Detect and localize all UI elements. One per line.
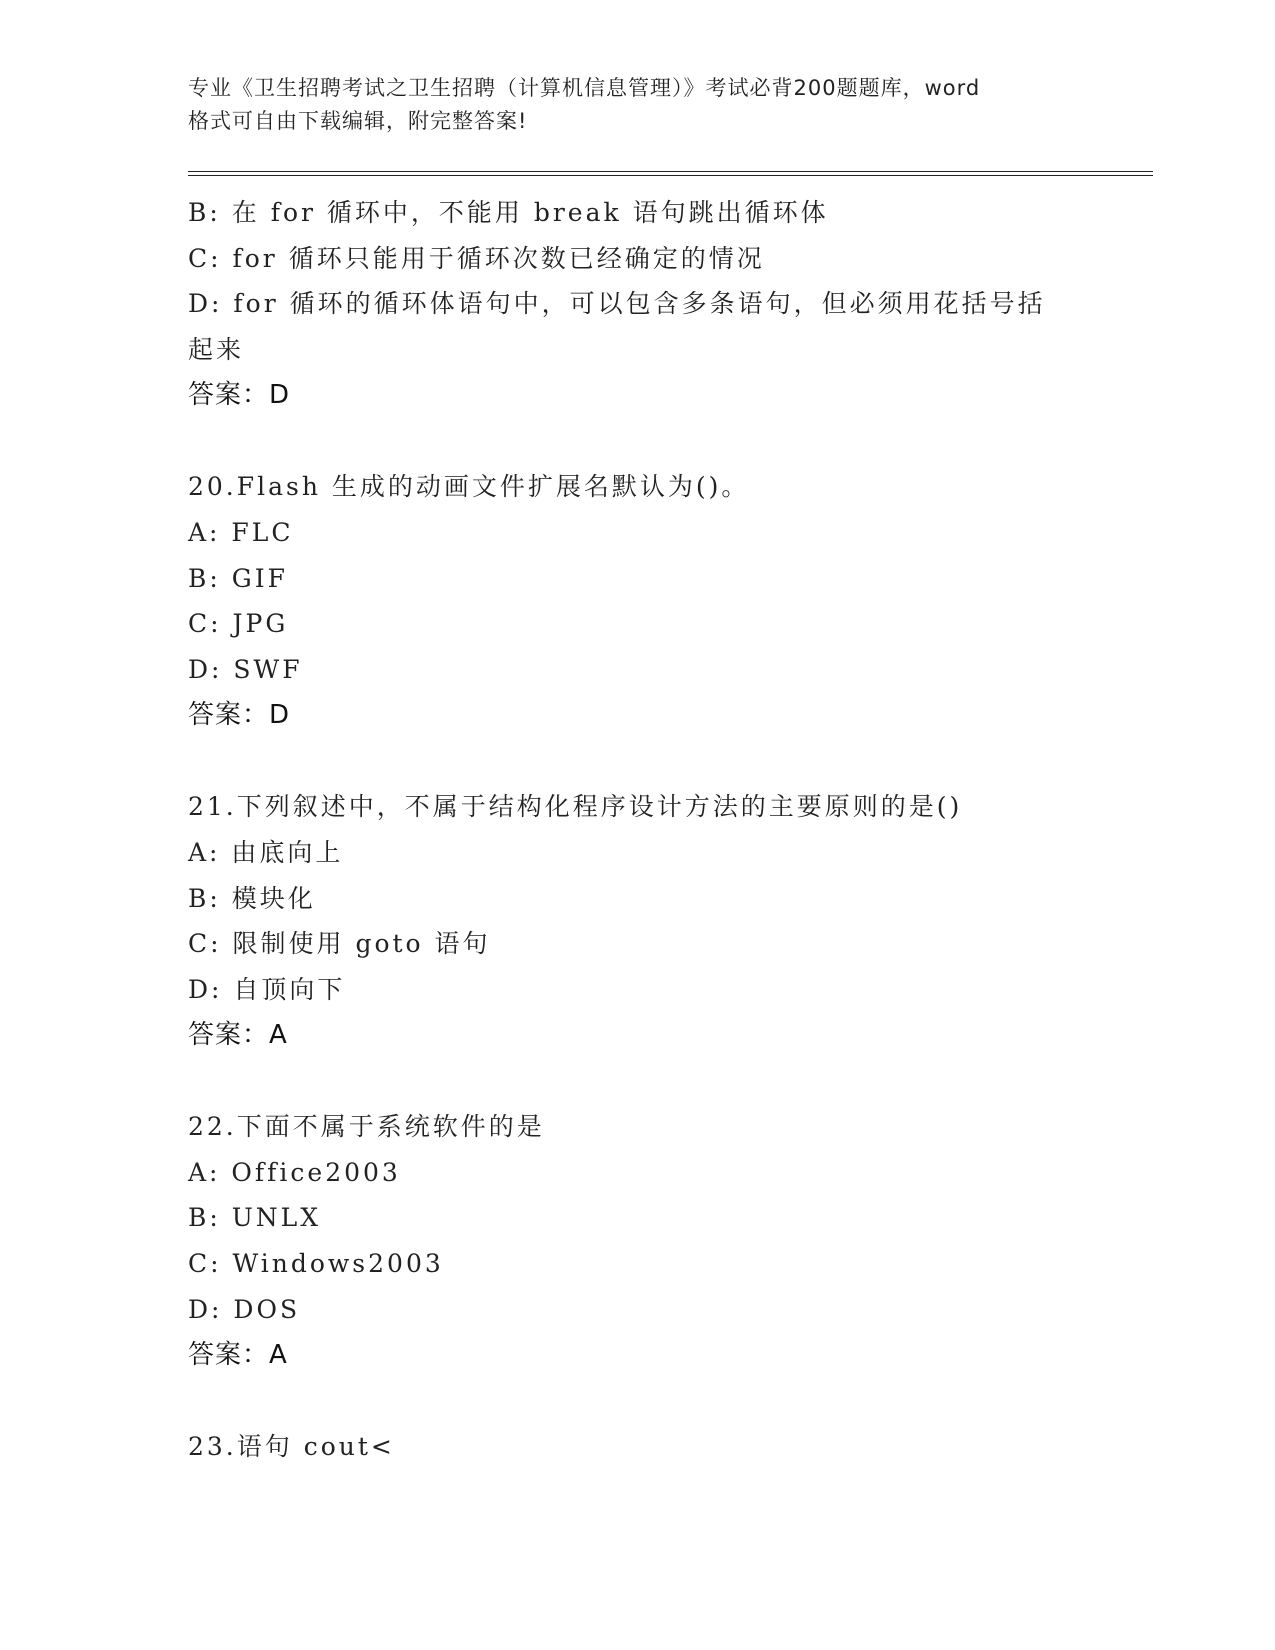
spacer [188, 1058, 1068, 1104]
option-b: B: UNLX [188, 1203, 322, 1233]
option-d-continued: 起来 [188, 335, 245, 365]
option-d: D: SWF [188, 655, 303, 685]
option-c: C: for 循环只能用于循环次数已经确定的情况 [188, 243, 765, 273]
question-list [188, 190, 1068, 1470]
answer-label: 答案：D [188, 379, 291, 410]
header-divider-upper [188, 171, 1153, 172]
option-b: B: 在 for 循环中，不能用 break 语句跳出循环体 [188, 198, 829, 227]
spacer [188, 419, 1068, 465]
header-line-1: 专业《卫生招聘考试之卫生招聘（计算机信息管理）》考试必背200题题库，word [188, 76, 981, 100]
spacer [188, 738, 1068, 784]
option-a: A: FLC [188, 517, 294, 547]
option-d: D: 自顶向下 [188, 974, 346, 1004]
question-stem: 20.Flash 生成的动画文件扩展名默认为()。 [188, 472, 750, 502]
option-a: A: Office2003 [188, 1157, 401, 1187]
option-d: D: for 循环的循环体语句中，可以包含多条语句，但必须用花括号括 [188, 289, 1046, 319]
option-b: B: 模块化 [188, 883, 316, 913]
header-line-2: 格式可自由下载编辑，附完整答案! [188, 109, 528, 133]
question-19-tail [188, 190, 1068, 419]
option-c: C: JPG [188, 609, 289, 639]
answer-label: 答案：A [188, 1339, 288, 1370]
answer-label: 答案：A [188, 1019, 288, 1050]
question-20 [188, 464, 1068, 738]
option-b: B: GIF [188, 563, 288, 593]
question-stem: 21.下列叙述中，不属于结构化程序设计方法的主要原则的是() [188, 792, 963, 822]
question-stem: 22.下面不属于系统软件的是 [188, 1112, 545, 1142]
spacer [188, 1378, 1068, 1424]
header-divider-lower [188, 175, 1153, 176]
option-a: A: 由底向上 [188, 837, 344, 867]
option-d: D: DOS [188, 1294, 301, 1324]
option-c: C: 限制使用 goto 语句 [188, 929, 491, 959]
question-22 [188, 1104, 1068, 1378]
answer-label: 答案：D [188, 699, 291, 730]
document-header [188, 72, 1088, 138]
question-stem: 23.语句 cout< [188, 1431, 395, 1461]
question-21 [188, 784, 1068, 1058]
question-23 [188, 1424, 1068, 1470]
option-c: C: Windows2003 [188, 1249, 444, 1279]
